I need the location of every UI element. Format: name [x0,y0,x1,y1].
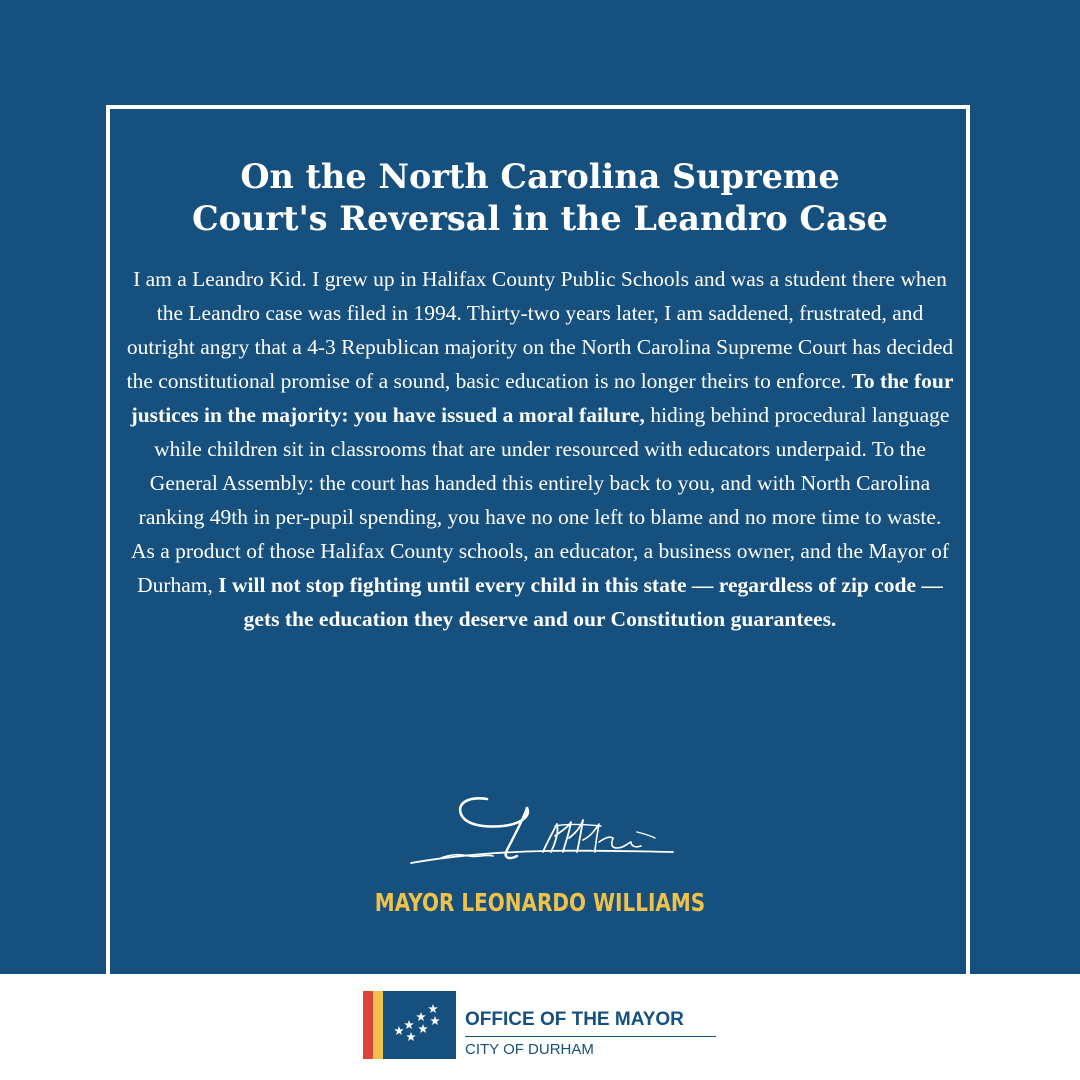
stars-icon [391,999,447,1047]
city-name: CITY OF DURHAM [465,1041,594,1058]
statement-body [126,262,954,636]
statement-title [120,156,960,240]
signature-graphic [405,790,677,870]
mayor-name: MAYOR LEONARDO WILLIAMS [374,888,706,917]
logo-yellow-stripe [373,991,383,1059]
logo-divider [465,1036,716,1037]
body-bold-part-1: To the four justices in the majority: you have issued a moral failure, [130,369,954,427]
body-bold-part-2: I will not stop fighting until every child in this state — regardless of zip code — gets the education they deserve and our Constitution guarantees. [218,573,943,631]
office-of-the-mayor-logo [363,989,718,1061]
body-text-part-2: hiding behind procedural language while children sit in classrooms that are under resourced with educators underpaid. To the General Assembly: the court has handed this entirely back to you, and with North Carolina ranking 49th in per-pupil spending, you have no one left to blame and no more time to waste. As a product of those Halifax County schools, an educator, a business owner, and the Mayor of Durham, [130,403,950,597]
office-title: OFFICE OF THE MAYOR [465,1009,684,1030]
logo-red-stripe [363,991,373,1059]
title-line-1: On the North Carolina Supreme [240,157,840,196]
body-text-part-1: I am a Leandro Kid. I grew up in Halifax County Public Schools and was a student there when the Leandro case was filed in 1994. Thirty-two years later, I am saddened, frustrated, and outright angry that a 4-3 Republican majority on the North Carolina Supreme Court has decided the constitutional promise of a sound, basic education is no longer theirs to enforce. [126,267,954,393]
title-line-2: Court's Reversal in the Leandro Case [192,199,888,238]
